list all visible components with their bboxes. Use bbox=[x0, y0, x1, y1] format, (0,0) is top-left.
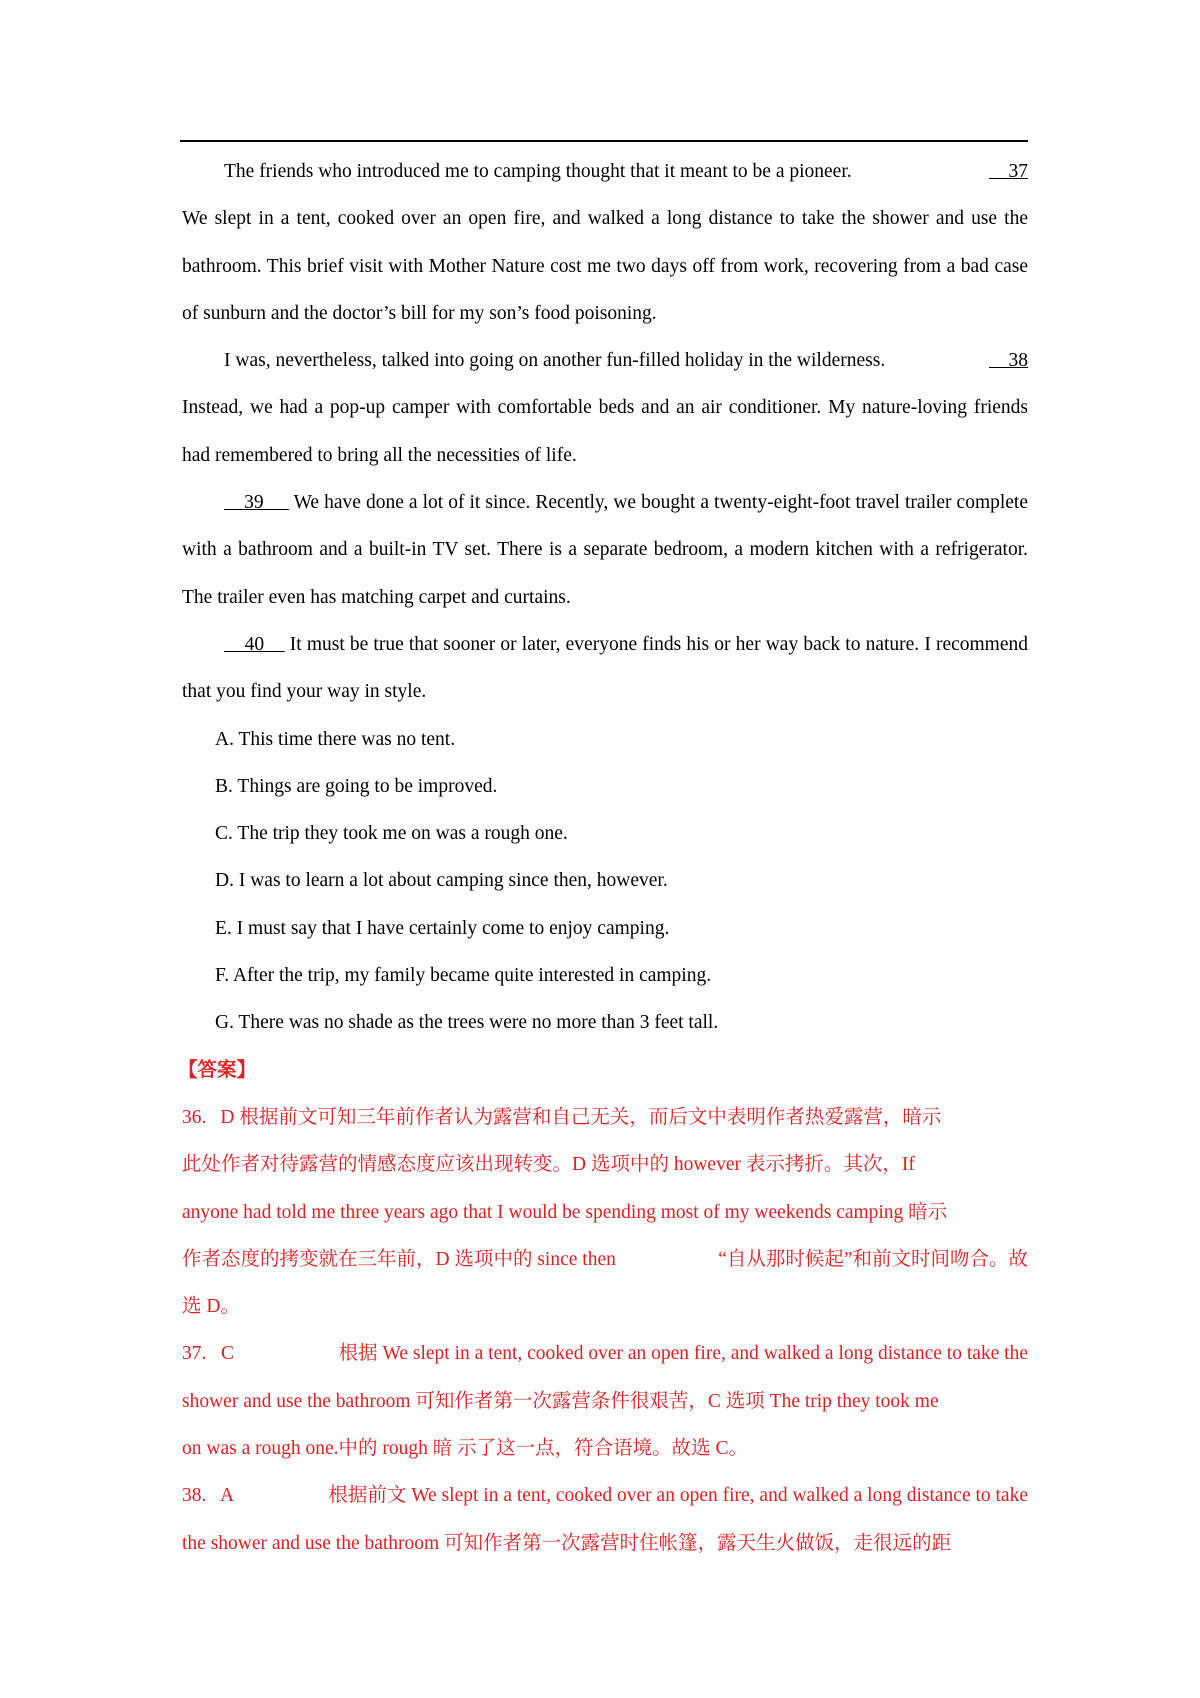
blank-38: 38 bbox=[1008, 350, 1028, 372]
option-g: G. There was no shade as the trees were no more than 3 feet tall. bbox=[215, 1012, 719, 1034]
paragraph-3-text: We have done a lot of it since. Recently, we bought a twenty-eight-foot travel trailer complete with a bathroom and a built-in TV set. There is a separate bedroom, a modern kitchen with a refrigerator. The trailer even has matching carpet and curtains. bbox=[182, 492, 1029, 608]
answer-37-line-1: 37. C 根据 We slept in a tent, cooked over an open fire, and walked a long distance to take the bbox=[182, 1343, 1028, 1365]
answer-37-line-2: shower and use the bathroom 可知作者第一次露营条件很艰苦，C 选项 The trip they took me bbox=[182, 1390, 939, 1412]
passage-paragraph-1 bbox=[182, 148, 1028, 337]
paragraph-1-rest: We slept in a tent, cooked over an open fire, and walked a long distance to take the shower and use the bathroom. This brief visit with Mother Nature cost me two days off from work, recovering from a bad case of sunburn and the doctor’s bill for my son’s food poisoning. bbox=[182, 208, 1028, 324]
paragraph-1-first-line bbox=[182, 148, 1028, 195]
answer-36 bbox=[182, 1094, 1028, 1330]
option-e: E. I must say that I have certainly come to enjoy camping. bbox=[215, 917, 670, 939]
answer-38-line-1: 38. A 根据前文 We slept in a tent, cooked over an open fire, and walked a long distance to take bbox=[182, 1485, 1028, 1507]
options-list bbox=[182, 716, 1028, 1047]
answer-36-line-3: anyone had told me three years ago that I would be spending most of my weekends camping 暗示 bbox=[182, 1201, 948, 1223]
option-a: A. This time there was no tent. bbox=[215, 728, 456, 750]
header-rule bbox=[180, 140, 1028, 142]
content bbox=[178, 148, 1029, 1567]
paragraph-2-first-line bbox=[182, 337, 1028, 384]
answer-37 bbox=[182, 1330, 1028, 1472]
paragraph-2-rest: Instead, we had a pop-up camper with comfortable beds and an air conditioner. My nature-loving friends had remembered to bring all the necessities of life. bbox=[182, 397, 1028, 466]
answer-38 bbox=[182, 1472, 1028, 1567]
blank-37: 37 bbox=[1008, 161, 1028, 182]
passage-paragraph-2 bbox=[182, 337, 1028, 479]
answer-36-line-2: 此处作者对待露营的情感态度应该出现转变。D 选项中的 however 表示拷折。其次，If bbox=[182, 1154, 915, 1176]
paragraph-1-lead-text: The friends who introduced me to camping thought that it meant to be a pioneer. bbox=[224, 161, 852, 182]
option-b: B. Things are going to be improved. bbox=[215, 775, 498, 797]
answer-38-line-2: the shower and use the bathroom 可知作者第一次露营时住帐篷，露天生火做饭，走很远的距 bbox=[182, 1532, 952, 1554]
blank-40: 40 bbox=[244, 633, 265, 655]
option-f: F. After the trip, my family became quite interested in camping. bbox=[215, 965, 712, 987]
option-c: C. The trip they took me on was a rough one. bbox=[215, 823, 568, 845]
answer-36-line-5: 选 D。 bbox=[182, 1296, 240, 1318]
option-d: D. I was to learn a lot about camping since then, however. bbox=[215, 870, 668, 892]
passage-paragraph-3 bbox=[182, 479, 1028, 621]
answer-36-line-1: 36. D 根据前文可知三年前作者认为露营和自己无关，而后文中表明作者热爱露营，暗示 bbox=[182, 1106, 942, 1128]
paragraph-4-text: It must be true that sooner or later, everyone finds his or her way back to nature. I recommend that you find your way in style. bbox=[182, 633, 1029, 703]
answer-heading: 【答案】 bbox=[178, 1059, 257, 1081]
blank-39: 39 bbox=[244, 492, 264, 514]
paragraph-2-lead-text: I was, nevertheless, talked into going on another fun-filled holiday in the wilderness. bbox=[224, 350, 886, 372]
passage-paragraph-4 bbox=[182, 621, 1028, 716]
answer-36-line-4: 作者态度的拷变就在三年前，D 选项中的 since then “自从那时候起”和前文时间吻合。故 bbox=[182, 1248, 1028, 1270]
answer-37-line-3: on was a rough one.中的 rough 暗 示了这一点，符合语境。故选 C。 bbox=[182, 1438, 749, 1460]
